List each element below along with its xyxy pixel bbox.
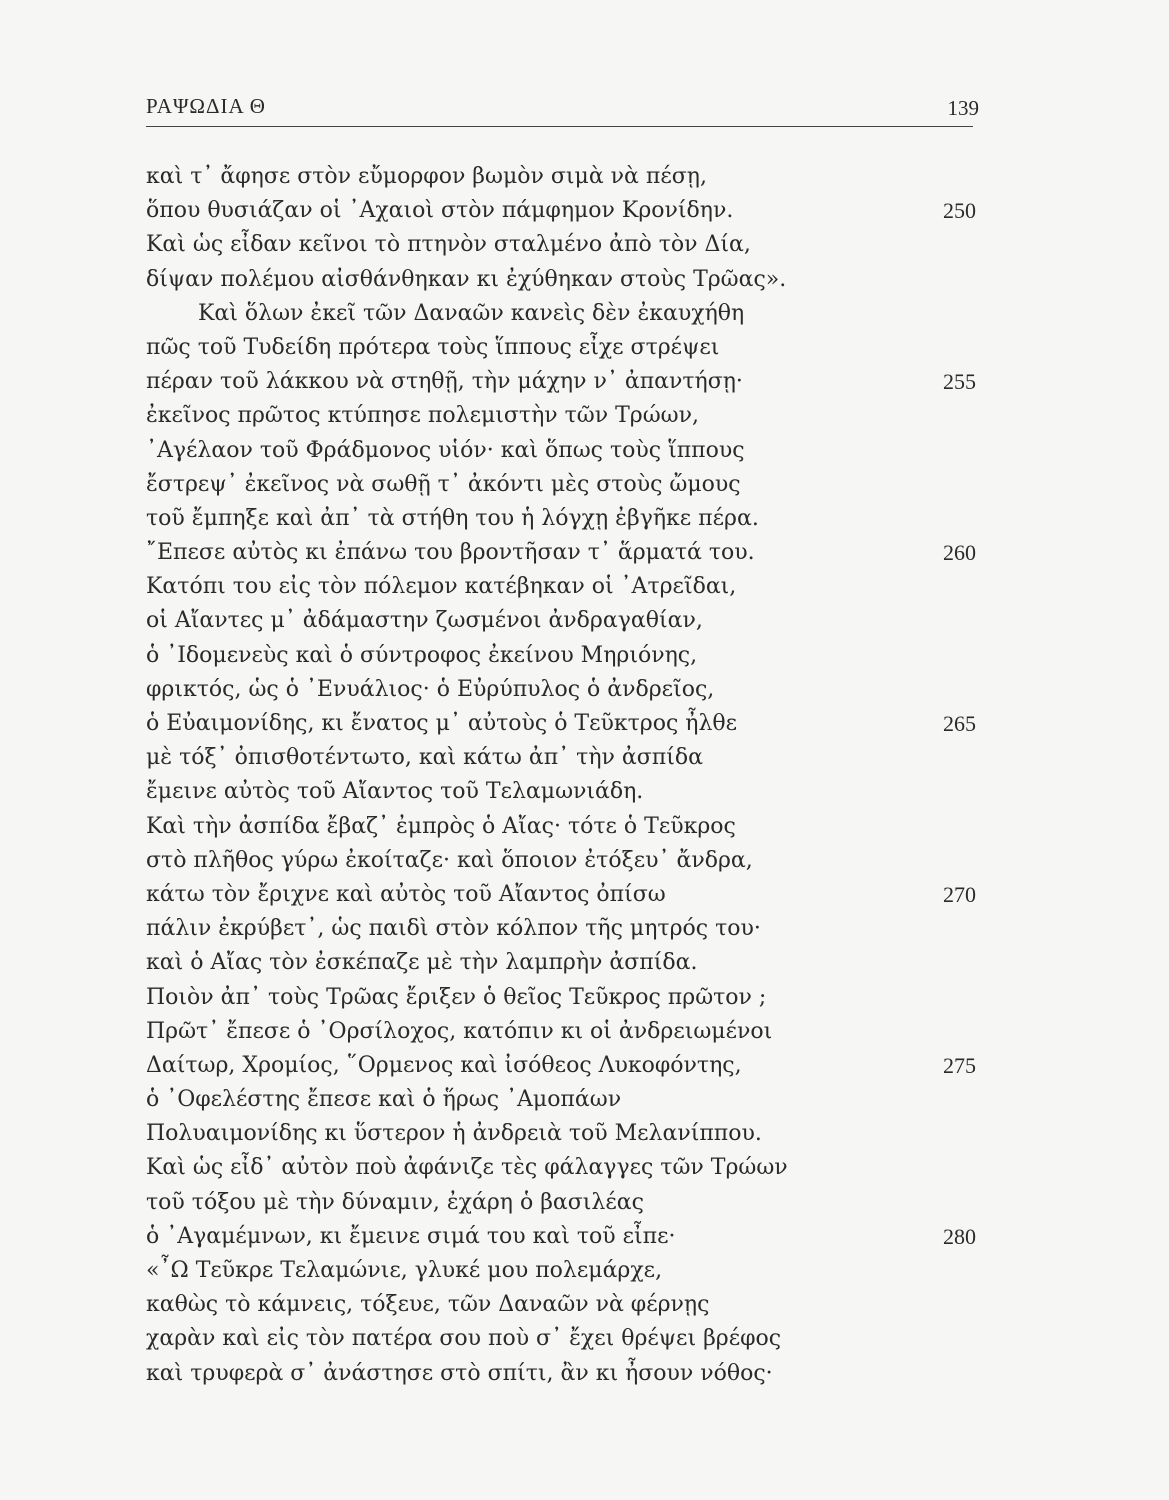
verse-line (146, 1254, 976, 1288)
verse-text: Πρῶτ᾽ ἔπεσε ὁ ᾽Ορσίλοχος, κατόπιν κι οἱ ἀνδρειωμένοι (146, 1018, 773, 1044)
line-number: 250 (943, 198, 976, 224)
verse-line (146, 639, 976, 673)
verse-text: Καὶ ὡς εἶδαν κεῖνοι τὸ πτηνὸν σταλμένο ἀπὸ τὸν Δία, (146, 232, 751, 258)
verse-text: πέραν τοῦ λάκκου νὰ στηθῇ, τὴν μάχην ν᾽ ἀπαντήσῃ· (146, 369, 743, 395)
verse-text: ὅπου θυσιάζαν οἱ ᾽Αχαιοὶ στὸν πάμφημον Κρονίδην. (146, 198, 734, 224)
verse-line (146, 707, 976, 741)
verse-line (146, 1151, 976, 1185)
verse-text: ὁ Εὐαιμονίδης, κι ἔνατος μ᾽ αὐτοὺς ὁ Τεῦκτρος ἦλθε (146, 711, 738, 736)
verse-line (146, 194, 976, 228)
verse-line (146, 297, 976, 331)
line-number: 275 (943, 1052, 976, 1078)
line-number: 260 (943, 540, 976, 566)
verse-line (146, 331, 976, 365)
verse-text: Πολυαιμονίδης κι ὕστερον ἡ ἀνδρειὰ τοῦ Μελανίππου. (146, 1121, 762, 1147)
verse-line (146, 468, 976, 502)
verse-line (146, 434, 976, 468)
line-number: 280 (943, 1223, 976, 1249)
verse-text: Καὶ ὡς εἶδ᾽ αὐτὸν ποὺ ἀφάνιζε τὲς φάλαγγες τῶν Τρώων (146, 1155, 788, 1181)
verse-text: μὲ τόξ᾽ ὀπισθοτέντωτο, καὶ κάτω ἀπ᾽ τὴν ἀσπίδα (146, 745, 703, 771)
verse-line (146, 263, 976, 297)
verse-line (146, 946, 976, 980)
verse-line (146, 981, 976, 1015)
verse-text: ᾽Αγέλαον τοῦ Φράδμονος υἱόν· καὶ ὅπως τοὺς ἵππους (146, 437, 745, 463)
verse-text: ἔμεινε αὐτὸς τοῦ Αἴαντος τοῦ Τελαμωνιάδη. (146, 779, 644, 805)
verse-text: ἐκεῖνος πρῶτος κτύπησε πολεμιστὴν τῶν Τρώων, (146, 403, 699, 429)
verse-text: ὁ ᾽Αγαμέμνων, κι ἔμεινε σιμά του καὶ τοῦ εἶπε· (146, 1223, 676, 1249)
verse-block (146, 160, 976, 1391)
verse-text: κάτω τὸν ἔριχνε καὶ αὐτὸς τοῦ Αἴαντος ὀπίσω (146, 881, 666, 907)
verse-line (146, 399, 976, 433)
chapter-title: ΡΑΨΩΔΙΑ Θ (146, 94, 266, 118)
verse-line (146, 1288, 976, 1322)
verse-line (146, 1015, 976, 1049)
line-number: 265 (943, 711, 976, 736)
verse-text: τοῦ ἔμπηξε καὶ ἀπ᾽ τὰ στήθη του ἡ λόγχῃ ἐβγῆκε πέρα. (146, 505, 759, 531)
verse-line (146, 1220, 976, 1254)
verse-text: καὶ τ᾽ ἄφησε στὸν εὔμορφον βωμὸν σιμὰ νὰ πέσῃ, (146, 164, 707, 189)
verse-text: στὸ πλῆθος γύρω ἐκοίταζε· καὶ ὅποιον ἐτόξευ᾽ ἄνδρα, (146, 847, 753, 873)
line-number: 255 (943, 369, 976, 395)
verse-line (146, 912, 976, 946)
line-number: 270 (943, 881, 976, 907)
verse-text: χαρὰν καὶ εἰς τὸν πατέρα σου ποὺ σ᾽ ἔχει θρέψει βρέφος (146, 1326, 782, 1352)
verse-line (146, 844, 976, 878)
verse-line (146, 228, 976, 262)
verse-line (146, 1117, 976, 1151)
running-header (146, 92, 979, 127)
verse-line (146, 502, 976, 536)
verse-line (146, 878, 976, 912)
verse-text: καὶ ὁ Αἴας τὸν ἐσκέπαζε μὲ τὴν λαμπρὴν ἀσπίδα. (146, 950, 698, 976)
verse-text: Καὶ ὅλων ἐκεῖ τῶν Δαναῶν κανεὶς δὲν ἐκαυχήθη (198, 300, 745, 326)
verse-line (146, 741, 976, 775)
verse-text: καθὼς τὸ κάμνεις, τόξευε, τῶν Δαναῶν νὰ φέρνῃς (146, 1292, 710, 1318)
verse-text: ἔστρεψ᾽ ἐκεῖνος νὰ σωθῇ τ᾽ ἀκόντι μὲς στοὺς ὤμους (146, 471, 741, 497)
verse-line (146, 365, 976, 399)
verse-text: τοῦ τόξου μὲ τὴν δύναμιν, ἐχάρη ὁ βασιλέας (146, 1189, 644, 1215)
verse-line (146, 1083, 976, 1117)
verse-text: «῏Ω Τεῦκρε Τελαμώνιε, γλυκέ μου πολεμάρχε, (146, 1258, 663, 1283)
verse-line (146, 536, 976, 570)
verse-text: φρικτός, ὡς ὁ ᾽Ενυάλιος· ὁ Εὐρύπυλος ὁ ἀνδρεῖος, (146, 676, 715, 702)
verse-line (146, 775, 976, 809)
verse-text: Δαίτωρ, Χρομίος, ῞Ορμενος καὶ ἰσόθεος Λυκοφόντης, (146, 1052, 742, 1078)
verse-text: ὁ ᾽Οφελέστης ἔπεσε καὶ ὁ ἥρως ᾽Αμοπάων (146, 1087, 622, 1113)
verse-line (146, 604, 976, 638)
verse-line (146, 160, 976, 194)
verse-text: οἱ Αἴαντες μ᾽ ἀδάμαστην ζωσμένοι ἀνδραγαθίαν, (146, 608, 703, 634)
verse-text: Καὶ τὴν ἀσπίδα ἔβαζ᾽ ἐμπρὸς ὁ Αἴας· τότε ὁ Τεῦκρος (146, 813, 736, 839)
verse-line (146, 570, 976, 604)
verse-text: δίψαν πολέμου αἰσθάνθηκαν κι ἐχύθηκαν στοὺς Τρῶας». (146, 266, 787, 292)
verse-text: Ποιὸν ἀπ᾽ τοὺς Τρῶας ἔριξεν ὁ θεῖος Τεῦκρος πρῶτον ; (146, 984, 767, 1010)
verse-line (146, 810, 976, 844)
verse-line (146, 1049, 976, 1083)
verse-text: ὁ ᾽Ιδομενεὺς καὶ ὁ σύντροφος ἐκείνου Μηριόνης, (146, 642, 698, 668)
verse-line (146, 1322, 976, 1356)
verse-text: πάλιν ἐκρύβετ᾽, ὡς παιδὶ στὸν κόλπον τῆς μητρός του· (146, 916, 761, 942)
verse-text: ῎Επεσε αὐτὸς κι ἐπάνω του βροντῆσαν τ᾽ ἅρματά του. (146, 540, 755, 566)
verse-line (146, 1186, 976, 1220)
verse-text: πῶς τοῦ Τυδείδη πρότερα τοὺς ἵππους εἶχε στρέψει (146, 334, 720, 360)
verse-text: καὶ τρυφερὰ σ᾽ ἀνάστησε στὸ σπίτι, ἂν κι ἦσουν νόθος· (146, 1360, 773, 1386)
verse-text: Κατόπι του εἰς τὸν πόλεμον κατέβηκαν οἱ ᾽Ατρεῖδαι, (146, 574, 737, 600)
verse-line (146, 673, 976, 707)
page-number: 139 (947, 96, 979, 120)
verse-line (146, 1357, 976, 1391)
